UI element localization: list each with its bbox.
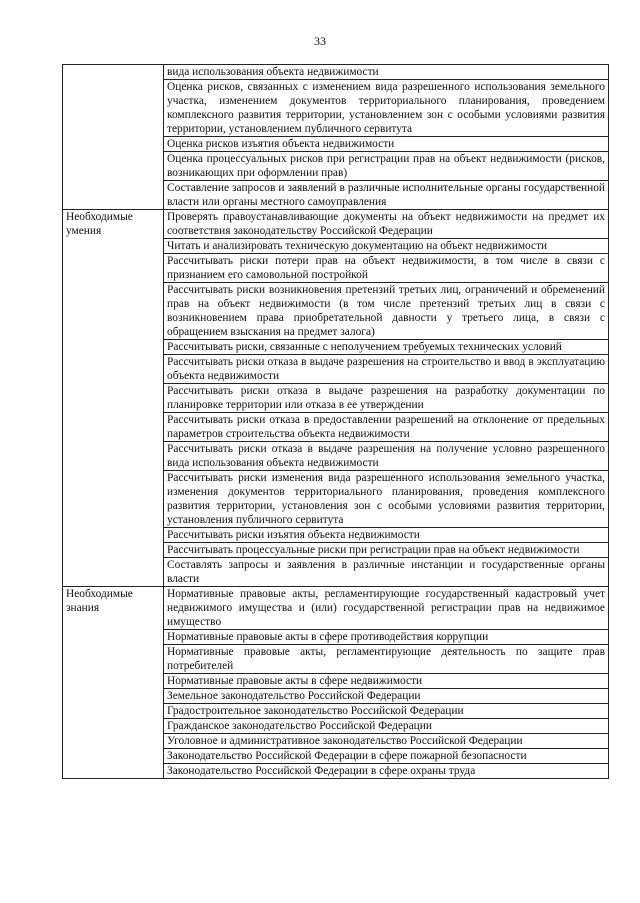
section-label: Необходимые знания: [63, 587, 164, 779]
section-item: Земельное законодательство Российской Федерации: [164, 689, 609, 704]
section-item: Читать и анализировать техническую документацию на объект недвижимости: [164, 239, 609, 254]
requirements-table: [62, 64, 609, 779]
section-item: Проверять правоустанавливающие документы на объект недвижимости на предмет их соответствия законодательству Российской Федерации: [164, 210, 609, 239]
section-item: Составлять запросы и заявления в различные инстанции и государственные органы власти: [164, 558, 609, 587]
section-item: Рассчитывать процессуальные риски при регистрации прав на объект недвижимости: [164, 543, 609, 558]
section-item: Уголовное и административное законодательство Российской Федерации: [164, 734, 609, 749]
table-row: [63, 65, 609, 80]
section-item: Рассчитывать риски возникновения претензий третьих лиц, ограничений и обременений прав на объект недвижимости (в том числе претензий третьих лиц в связи с возникновением права приобретательной давности у третьего лица, в связи с обращением взыскания на предмет залога): [164, 283, 609, 340]
section-item: Рассчитывать риски изъятия объекта недвижимости: [164, 528, 609, 543]
section-item: Рассчитывать риски отказа в выдаче разрешения на получение условно разрешенного вида использования объекта недвижимости: [164, 442, 609, 471]
section-item: Составление запросов и заявлений в различные исполнительные органы государственной власти или органы местного самоуправления: [164, 181, 609, 210]
section-item: Нормативные правовые акты в сфере противодействия коррупции: [164, 630, 609, 645]
section-item: Законодательство Российской Федерации в сфере пожарной безопасности: [164, 749, 609, 764]
table-row: [63, 587, 609, 630]
section-item: Рассчитывать риски потери прав на объект недвижимости, в том числе в связи с признанием его самовольной постройкой: [164, 254, 609, 283]
section-item: вида использования объекта недвижимости: [164, 65, 609, 80]
section-item: Рассчитывать риски отказа в выдаче разрешения на разработку документации по планировке территории или отказа в ее утверждении: [164, 384, 609, 413]
section-item: Рассчитывать риски отказа в выдаче разрешения на строительство и ввод в эксплуатацию объекта недвижимости: [164, 355, 609, 384]
section-item: Рассчитывать риски, связанные с неполучением требуемых технических условий: [164, 340, 609, 355]
section-item: Градостроительное законодательство Российской Федерации: [164, 704, 609, 719]
section-item: Гражданское законодательство Российской Федерации: [164, 719, 609, 734]
section-item: Законодательство Российской Федерации в сфере охраны труда: [164, 764, 609, 779]
section-item: Нормативные правовые акты в сфере недвижимости: [164, 674, 609, 689]
section-item: Нормативные правовые акты, регламентирующие деятельность по защите прав потребителей: [164, 645, 609, 674]
table-row: [63, 210, 609, 239]
section-item: Оценка рисков изъятия объекта недвижимости: [164, 137, 609, 152]
page-number: 33: [314, 34, 326, 48]
section-item: Оценка рисков, связанных с изменением вида разрешенного использования земельного участка, изменением документов территориального планирования, проведением комплексного развития территории, установлением зон с особыми условиями развития территории, установлением публичного сервитута: [164, 80, 609, 137]
section-item: Оценка процессуальных рисков при регистрации прав на объект недвижимости (рисков, возникающих при оформлении прав): [164, 152, 609, 181]
section-item: Рассчитывать риски отказа в предоставлении разрешений на отклонение от предельных параметров строительства объекта недвижимости: [164, 413, 609, 442]
section-label: [63, 65, 164, 210]
section-item: Нормативные правовые акты, регламентирующие государственный кадастровый учет недвижимого имущества и (или) государственной регистрации прав на недвижимое имущество: [164, 587, 609, 630]
section-label: Необходимые умения: [63, 210, 164, 587]
requirements-table-body: [63, 65, 609, 779]
section-item: Рассчитывать риски изменения вида разрешенного использования земельного участка, изменения документов территориального планирования, проведения комплексного развития территории, установления зон с особыми условиями развития территории, установления публичного сервитута: [164, 471, 609, 528]
